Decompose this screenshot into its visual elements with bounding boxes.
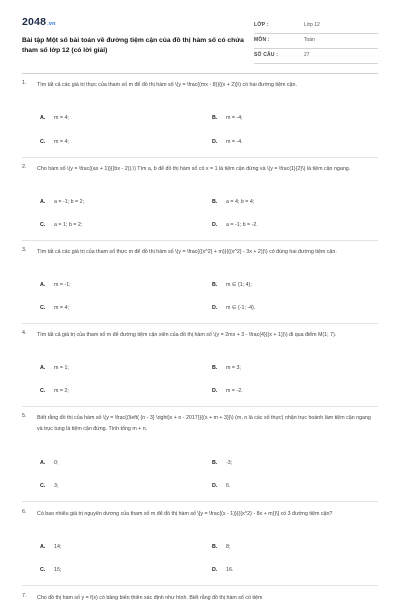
option-letter: D. xyxy=(212,483,218,489)
option-d[interactable] xyxy=(212,567,233,573)
option-letter: B. xyxy=(212,115,218,121)
meta-row-grade xyxy=(254,19,378,34)
option-text: m ∈ {1; 4}; xyxy=(226,282,252,288)
option-letter: A. xyxy=(40,544,46,550)
option-c[interactable] xyxy=(40,305,69,311)
option-text: m = -4. xyxy=(226,139,243,145)
option-text: a = -1; b = -2. xyxy=(226,222,258,228)
option-letter: C. xyxy=(40,139,46,145)
option-letter: B. xyxy=(212,282,218,288)
question-text: Tìm tất cả giá trị của tham số m để đường tiệm cận xiên của đồ thị hàm số \(y = 2mx + 3 - \frac{4}{(x + 1)}\) đi qua điểm M(1; 7). xyxy=(37,332,337,338)
option-text: a = -1; b = 2; xyxy=(54,199,85,205)
option-c[interactable] xyxy=(40,139,69,145)
site-logo[interactable] xyxy=(22,16,56,28)
option-b[interactable] xyxy=(212,115,243,121)
option-b[interactable] xyxy=(212,282,252,288)
option-c[interactable] xyxy=(40,483,58,489)
question-number: 2. xyxy=(22,164,27,170)
meta-row-subject xyxy=(254,34,378,49)
option-text: m = -1; xyxy=(54,282,71,288)
question-divider xyxy=(22,240,378,241)
option-letter: A. xyxy=(40,115,46,121)
option-text: 15; xyxy=(54,567,62,573)
meta-value: Lớp 12 xyxy=(304,22,320,28)
option-letter: C. xyxy=(40,483,46,489)
option-d[interactable] xyxy=(212,139,243,145)
question-text: Biết rằng đồ thị của hàm số \(y = \frac{(\left( {n - 3} \right)x + n - 2017)}{(x + m + 3)}\) (m, n là các số thực) nhận trục hoành làm tiệm cận ngang và trục tung là tiệm cận đứng. Tính tổng m + n. xyxy=(37,415,371,432)
logo-suffix: .vn xyxy=(47,21,56,27)
option-b[interactable] xyxy=(212,199,254,205)
option-text: m = 4; xyxy=(54,305,69,311)
question-text: Tìm tất cả các giá trị của tham số thực m để đồ thị hàm số \(y = \frac{({x^2} + m)}{({x^2} - 3x + 2)}\) có đúng hai đường tiệm cận. xyxy=(37,249,337,255)
option-letter: D. xyxy=(212,222,218,228)
option-letter: B. xyxy=(212,544,218,550)
meta-value: 27 xyxy=(304,52,310,58)
question-number: 4. xyxy=(22,330,27,336)
option-text: 0; xyxy=(54,460,59,466)
option-text: 3; xyxy=(54,483,59,489)
option-letter: A. xyxy=(40,460,46,466)
option-b[interactable] xyxy=(212,544,230,550)
option-text: a = 1; b = 2; xyxy=(54,222,83,228)
option-text: a = 4; b = 4; xyxy=(226,199,255,205)
option-letter: C. xyxy=(40,305,46,311)
question-number: 7. xyxy=(22,593,27,599)
option-text: 6. xyxy=(226,483,231,489)
option-b[interactable] xyxy=(212,460,232,466)
option-c[interactable] xyxy=(40,567,61,573)
option-a[interactable] xyxy=(40,544,61,550)
option-letter: C. xyxy=(40,222,46,228)
meta-key: SỐ CÂU : xyxy=(254,52,279,58)
option-letter: B. xyxy=(212,460,218,466)
document-title: Bài tập Một số bài toán về đường tiệm cận của đồ thị hàm số có chứa tham số lớp 12 (có lời giải) xyxy=(22,37,244,54)
option-text: m = -2. xyxy=(226,388,243,394)
option-text: m = 1; xyxy=(54,365,69,371)
meta-key: LỚP : xyxy=(254,22,269,28)
question-divider xyxy=(22,406,378,407)
option-text: m = 3; xyxy=(226,365,241,371)
option-letter: A. xyxy=(40,365,46,371)
question-number: 5. xyxy=(22,413,27,419)
meta-row-count xyxy=(254,49,378,64)
option-letter: B. xyxy=(212,365,218,371)
question-number: 1. xyxy=(22,80,27,86)
question-divider xyxy=(22,323,378,324)
question-number: 3. xyxy=(22,247,27,253)
header-divider xyxy=(22,73,378,74)
option-a[interactable] xyxy=(40,282,71,288)
option-b[interactable] xyxy=(212,365,241,371)
option-text: 14; xyxy=(54,544,62,550)
option-d[interactable] xyxy=(212,388,243,394)
option-a[interactable] xyxy=(40,460,58,466)
question-divider xyxy=(22,585,378,586)
option-letter: D. xyxy=(212,388,218,394)
option-text: m ∈ {-1; -4}. xyxy=(226,305,256,311)
option-text: 8; xyxy=(226,544,231,550)
option-a[interactable] xyxy=(40,115,69,121)
option-a[interactable] xyxy=(40,365,69,371)
question-divider xyxy=(22,157,378,158)
option-letter: C. xyxy=(40,388,46,394)
option-a[interactable] xyxy=(40,199,84,205)
logo-text: 2048 xyxy=(22,16,47,28)
option-letter: C. xyxy=(40,567,46,573)
document-header xyxy=(22,14,378,74)
option-d[interactable] xyxy=(212,222,258,228)
option-letter: A. xyxy=(40,199,46,205)
option-text: 16. xyxy=(226,567,234,573)
option-text: m = 4; xyxy=(54,139,69,145)
question-divider xyxy=(22,501,378,502)
question-text: Có bao nhiêu giá trị nguyên dương của tham số m để đồ thị hàm số \[y = \frac{(x - 1)}{({x^2} - 8x + m)}\] có 3 đường tiệm cận? xyxy=(37,511,333,517)
option-text: m = 4; xyxy=(54,115,69,121)
option-c[interactable] xyxy=(40,222,82,228)
meta-value: Toán xyxy=(304,37,315,43)
option-letter: D. xyxy=(212,567,218,573)
option-letter: D. xyxy=(212,305,218,311)
option-letter: A. xyxy=(40,282,46,288)
meta-key: MÔN : xyxy=(254,37,270,43)
question-text: Tìm tất cả các giá trị thực của tham số m để đồ thị hàm số \(y = \frac{(mx - 8)}{(x + 2)}\) có hai đường tiệm cận. xyxy=(37,82,297,88)
option-d[interactable] xyxy=(212,483,230,489)
question-text: Cho hàm số \(y = \frac{(ax + 1)}{(bx - 2)}.\) Tìm a, b để đồ thị hàm số có x = 1 là tiệm cận đứng và \(y = \frac{1}{2}\) là tiệm cận ngang. xyxy=(37,166,351,172)
option-d[interactable] xyxy=(212,305,255,311)
option-letter: D. xyxy=(212,139,218,145)
document-meta xyxy=(254,19,378,64)
option-text: m = -4; xyxy=(226,115,243,121)
option-c[interactable] xyxy=(40,388,69,394)
option-text: -3; xyxy=(226,460,233,466)
option-text: m = 2; xyxy=(54,388,69,394)
option-letter: B. xyxy=(212,199,218,205)
question-number: 6. xyxy=(22,509,27,515)
question-text: Cho đồ thị hàm số y = f(x) có bảng biến thiên xác định như hình. Biết rằng đồ thị hàm số có tiệm xyxy=(37,595,263,601)
